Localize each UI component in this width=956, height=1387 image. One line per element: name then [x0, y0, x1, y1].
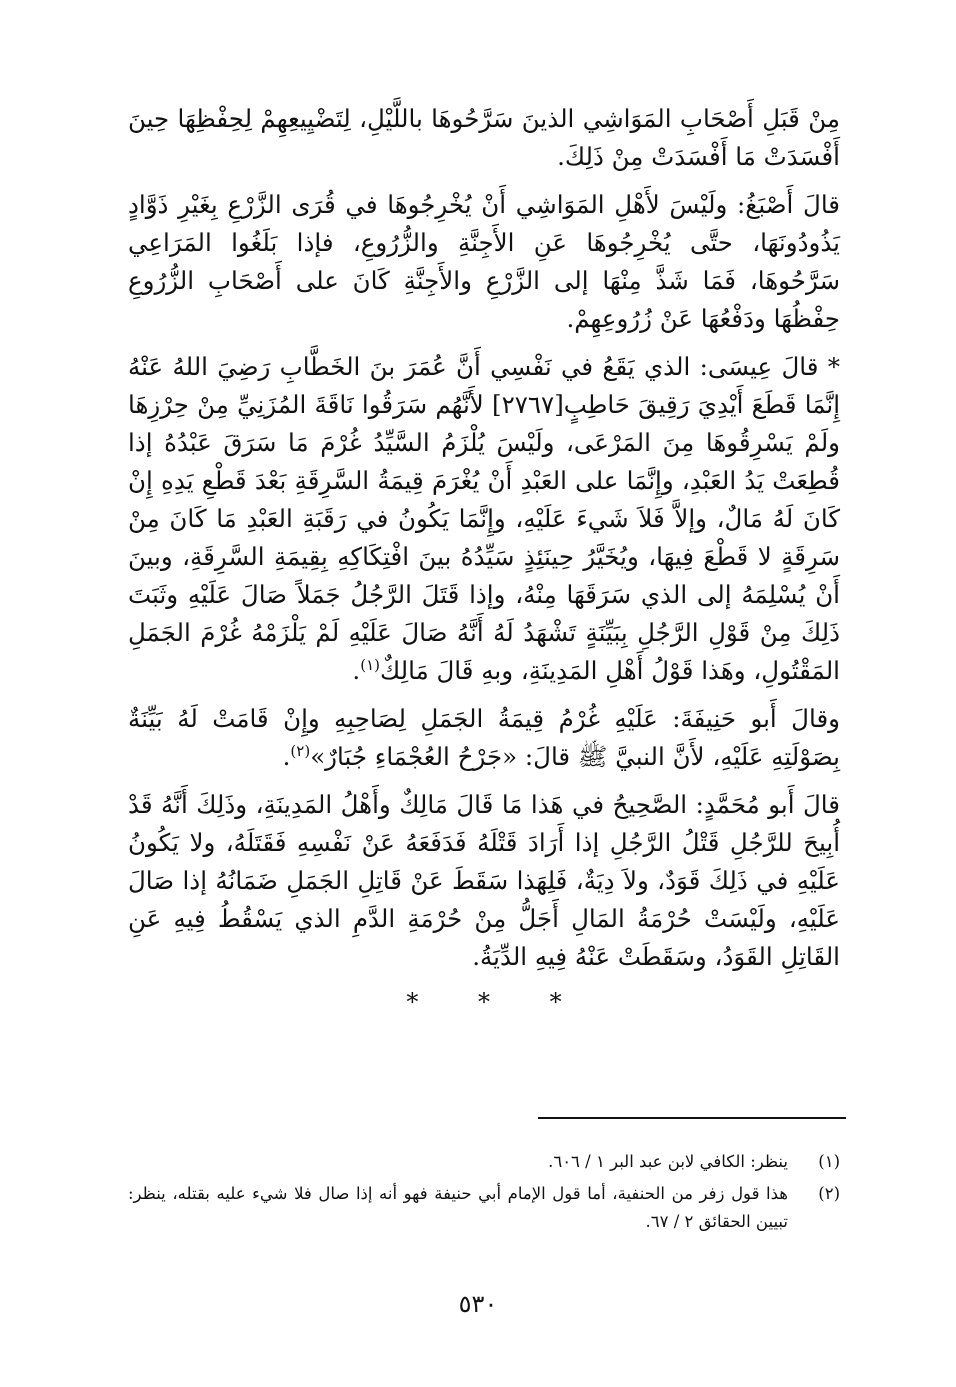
paragraph — [128, 786, 840, 976]
paragraph — [128, 348, 840, 690]
paragraph-end: . — [352, 656, 361, 685]
footnotes — [128, 1148, 840, 1240]
paragraph — [128, 186, 840, 338]
section-separator: * * * — [406, 988, 588, 1016]
paragraph-text: وقالَ أَبو حَنِيفَةَ: عَلَيْهِ غُرْمُ قِيمَةُ الجَمَلِ لِصَاحِبِهِ وإِنْ قَامَتْ لَهُ بَيِّنَةٌ بِصَوْلَتِهِ عَلَيْهِ، لأَنَّ النبيَّ ﷺ قالَ: «جَرْحُ العُجْمَاءِ جُبَارٌ» — [128, 704, 840, 771]
footnote-text: هذا قول زفر من الحنفية، أما قول الإمام أبي حنيفة فهو أنه إذا صال فلا شيء عليه بقتله، ينظر: تبيين الحقائق ٢ / ٦٧. — [128, 1184, 788, 1231]
footnote-divider — [538, 1117, 846, 1119]
paragraph — [128, 700, 840, 776]
footnote-reference[interactable]: (١) — [360, 655, 380, 674]
paragraph-text: قالَ أَبو مُحَمَّدٍ: الصَّحِيحُ في هَذا مَا قَالَ مَالِكٌ وأَهْلُ المَدِينَةِ، وذَلِكَ أَنَّهُ قَدْ أُبِيحَ للرَّجُلِ قَتْلُ الرَّجُلِ إذا أَرَادَ قَتْلَهُ فَدَفَعَهُ عَنْ نَفْسِهِ فَقَتَلَهُ، ولا يَكُونُ عَلَيْهِ في ذَلِكَ قَوَدٌ، ولاَ دِيَةٌ، فَلِهَذا سَقَطَ عَنْ قَاتِلِ الجَمَلِ ضَمَانُهُ إذا صَالَ عَلَيْهِ، ولَيْسَتْ حُرْمَةُ المَالِ أَجَلُّ مِنْ حُرْمَةِ الدَّمِ الذي يَسْقُطُ فِيهِ عَنِ القَاتِلِ القَوَدُ، وسَقَطَتْ عَنْهُ فِيهِ الدِّيَةُ. — [128, 790, 840, 971]
page-number: ٥٣٠ — [458, 1290, 498, 1318]
footnote-number: (١) — [818, 1152, 840, 1171]
footnote-item — [128, 1180, 840, 1236]
paragraph-text: مِنْ قَبَلِ أَصْحَابِ المَوَاشِي الذينَ سَرَّحُوهَا باللَّيْلِ، لِتَضْيِيعِهِمْ لِحِفْظِهَا حِينَ أَفْسَدَتْ مَا أَفْسَدَتْ مِنْ ذَلِكَ. — [128, 104, 840, 171]
footnote-number: (٢) — [818, 1184, 840, 1203]
paragraph-end: . — [282, 742, 291, 771]
footnote-item — [128, 1148, 840, 1176]
footnote-reference[interactable]: (٢) — [290, 741, 311, 760]
footnote-text: ينظر: الكافي لابن عبد البر ١ / ٦٠٦. — [548, 1152, 788, 1171]
paragraph-text: قالَ أَصْبَغُ: ولَيْسَ لأَهْلِ المَوَاشِي أَنْ يُخْرِجُوهَا في قُرَى الزَّرْعِ بِغَيْرِ ذَوَّادٍ يَذُودُونَهَا، حتَّى يُخْرِجُوهَا عَنِ الأَجِنَّةِ والزُّرُوعِ، فإذا بَلَغُوا المَرَاعِي سَرَّحُوهَا، فَمَا شَذَّ مِنْهَا إلى الزَّرْعِ والأَجِنَّةِ كَانَ على أَصْحَابِ الزُّرُوعِ حِفْظُهَا ودَفْعُهَا عَنْ زُرُوعِهِمْ. — [128, 190, 840, 333]
asterisk-marker: * — [818, 352, 840, 381]
paragraph-text: قالَ عِيسَى: الذي يَقَعُ في نَفْسِي أَنَّ عُمَرَ بنَ الخَطَّابِ رَضِيَ اللهُ عَنْهُ إِنَّمَا قَطَعَ أَيْدِيَ رَقِيقَ حَاطِبٍ[٢٧٦٧] لأَنَّهُم سَرَقُوا نَاقَةَ المُزَنِيِّ مِنْ حِرْزِهَا ولَمْ يَسْرِقُوهَا مِنَ المَرْعَى، ولَيْسَ يُلْزَمُ السَّيِّدُ غُرْمَ مَا سَرَقَ عَبْدُهُ إذا قُطِعَتْ يَدُ العَبْدِ، وإِنَّمَا على العَبْدِ أَنْ يُغْرَمَ قِيمَةُ السَّرِقَةِ بَعْدَ قَطْعِ يَدِهِ إِنْ كَانَ لَهُ مَالٌ، وإلاَّ فَلاَ شَيءَ عَلَيْهِ، وإِنَّمَا يَكُونُ في رَقَبَةِ العَبْدِ مَا كَانَ مِنْ سَرِقَةٍ لا قَطْعَ فِيهَا، ويُخَيَّرُ حِينَئِذٍ سَيِّدُهُ بينَ افْتِكَاكِهِ بِقِيمَةِ السَّرِقَةِ، وبينَ أَنْ يُسْلِمَهُ إلى الذي سَرَقَهَا مِنْهُ، وإذا قَتَلَ الرَّجُلُ جَمَلاً صَالَ عَلَيْهِ وثَبَتَ ذَلِكَ مِنْ قَوْلِ الرَّجُلِ بِبَيِّنَةٍ تَشْهَدُ لَهُ أَنَّهُ صَالَ عَلَيْهِ لَمْ يَلْزَمْهُ غُرْمَ الجَمَلِ المَقْتُولِ، وهَذا قَوْلُ أَهْلِ المَدِينَةِ، وبهِ قَالَ مَالِكٌ — [128, 352, 841, 685]
main-text — [128, 100, 840, 1016]
paragraph — [128, 100, 840, 176]
